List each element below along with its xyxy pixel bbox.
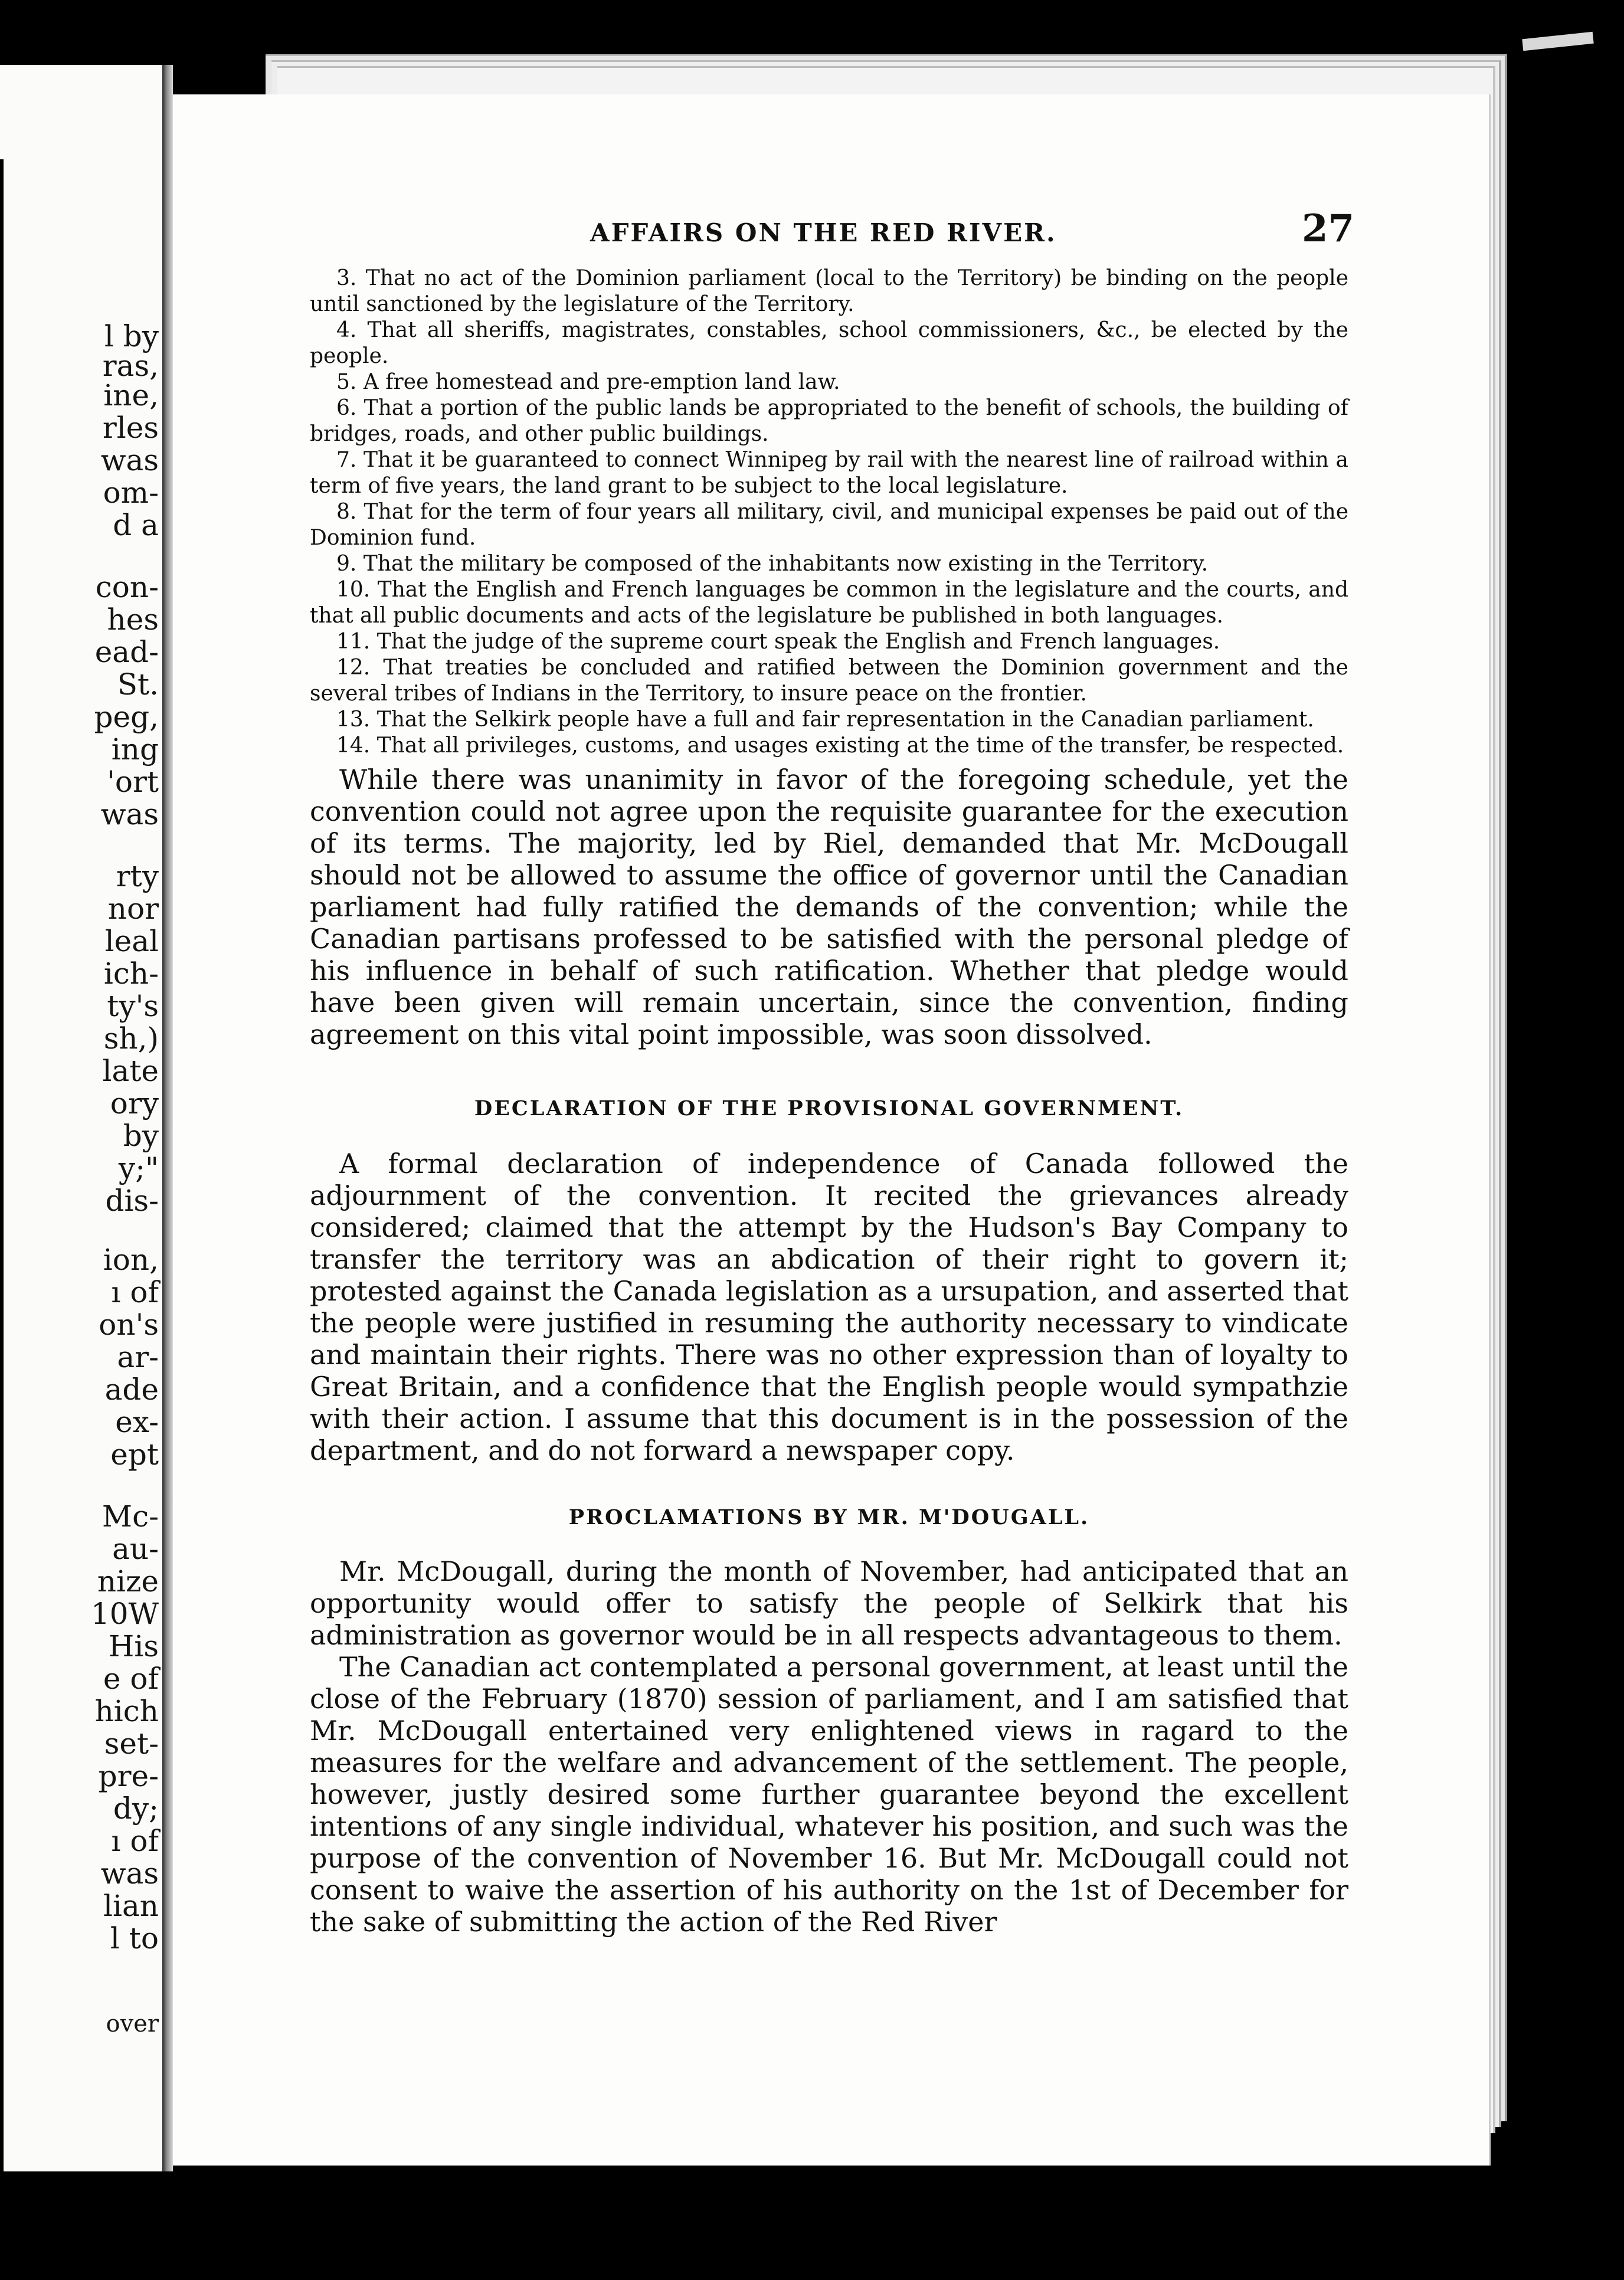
left-fragment: by [123,1119,159,1153]
left-fragment: ead- [94,635,159,669]
page-number: 27 [1301,207,1354,251]
left-fragment: nor [107,892,159,926]
left-fragment: l to [110,1921,159,1955]
list-item: 3. That no act of the Dominion parliament (local to the Territory) be binding on the people until sanctioned by the legislature of the Territory. [310,266,1348,316]
left-fragment: ı of [111,1275,159,1309]
torn-corner [1522,32,1593,51]
left-fragment: peg, [94,700,159,734]
left-fragment: rles [102,411,159,445]
left-fragment: ar- [117,1340,159,1374]
left-fragment: ory [110,1086,159,1121]
list-item: 14. That all privileges, customs, and usages existing at the time of the transfer, be respected. [336,733,1344,758]
left-fragment: on's [99,1308,159,1342]
left-fragment: St. [117,667,159,702]
left-fragment: con- [95,570,159,604]
left-fragment: leal [104,924,159,958]
left-fragment: dy; [113,1791,159,1826]
list-item: 11. That the judge of the supreme court speak the English and French languages. [336,630,1220,654]
left-fragment: was [100,797,159,831]
left-fragment: late [102,1054,159,1088]
left-fragment: set- [104,1727,159,1761]
book-gutter [162,65,173,2171]
left-fragment: y;" [118,1151,159,1185]
left-fragment: ex- [115,1405,159,1439]
main-page [173,94,1489,2166]
list-item: 4. That all sheriffs, magistrates, constables, school commissioners, &c., be elected by the people. [310,318,1348,368]
left-fragment: ept [110,1437,159,1472]
left-fragment: lian [103,1889,159,1923]
left-fragment: d a [113,508,159,542]
left-fragment: over [106,2010,159,2037]
left-fragment: was [100,1856,159,1891]
left-fragment: om- [103,476,159,510]
left-fragment: hes [107,602,159,637]
running-title: AFFAIRS ON THE RED RIVER. [590,218,1057,247]
left-fragment: 10W [90,1597,159,1631]
list-item: 13. That the Selkirk people have a full and fair representation in the Canadian parliament. [336,707,1314,732]
section-heading: PROCLAMATIONS BY MR. M'DOUGALL. [568,1505,1090,1529]
left-fragment: l by [104,319,159,353]
left-fragment: dis- [105,1184,159,1218]
left-fragment: Mc- [102,1499,159,1534]
left-fragment: ing [111,732,159,766]
left-fragment: nize [97,1564,159,1598]
left-fragment: 'ort [107,765,159,799]
left-page-edge [0,159,4,2171]
section-heading: DECLARATION OF THE PROVISIONAL GOVERNMENT. [474,1096,1184,1121]
page-content [310,207,1354,1938]
left-fragment: sh,) [103,1021,159,1056]
left-fragment: ine, [103,378,159,412]
left-fragment: pre- [98,1759,159,1793]
body-paragraph: The Canadian act contemplated a personal government, at least until the close of the February (1870) session of parliament, and I am satisfied that Mr. McDougall entertained very enlightened views in ragard to the measures for the welfare and advancement of the settlement. The people, however, justly desired some further guarantee beyond the excellent intentions of any single individual, whatever his position, and such was the purpose of the convention of November 16. But Mr. McDougall could not consent to waive the assertion of his authority on the 1st of December for the sake of submitting the action of the Red River [310,1651,1348,1938]
body-paragraph: Mr. McDougall, during the month of November, had anticipated that an opportunity would offer to satisfy the people of Selkirk that his administration as governor would be in all respects advantageous to them. [310,1555,1348,1651]
left-fragment: rty [116,859,159,893]
left-fragment: was [100,443,159,477]
list-item: 7. That it be guaranteed to connect Winnipeg by rail with the nearest line of railroad within a term of five years, the land grant to be subject to the local legislature. [310,448,1348,498]
left-fragment: au- [112,1532,159,1566]
running-head [310,207,1354,260]
left-fragment: e of [103,1662,159,1696]
left-fragment: ras, [102,349,159,383]
list-item: 6. That a portion of the public lands be appropriated to the benefit of schools, the building of bridges, roads, and other public buildings. [310,396,1348,446]
demands-list [310,266,1348,759]
left-fragment: ich- [103,956,159,991]
left-fragment: ade [104,1372,159,1407]
body-paragraph: A formal declaration of independence of Canada followed the adjournment of the convention. It recited the grievances already considered; claimed that the attempt by the Hudson's Bay Company to transfer the territory was an abdication of their right to govern it; protested against the Canada legislation as a ursupation, and asserted that the people were justified in resuming the authority necessary to vindicate and maintain their rights. There was no other expression than of loyalty to Great Britain, and a confidence that the English people would sympathzie with their action. I assume that this document is in the possession of the department, and do not forward a newspaper copy. [310,1148,1348,1466]
left-fragment: ty's [107,989,159,1023]
left-fragment: hich [94,1694,159,1728]
list-item: 8. That for the term of four years all military, civil, and municipal expenses be paid out of the Dominion fund. [310,500,1348,550]
list-item: 12. That treaties be concluded and ratified between the Dominion government and the several tribes of Indians in the Territory, to insure peace on the frontier. [310,656,1348,706]
left-fragment: ı of [111,1824,159,1858]
left-page [0,65,162,2171]
body-paragraph: While there was unanimity in favor of the foregoing schedule, yet the convention could not agree upon the requisite guarantee for the execution of its terms. The majority, led by Riel, demanded that Mr. McDougall should not be allowed to assume the office of governor until the Canadian parliament had fully ratified the demands of the convention; while the Canadian partisans professed to be satisfied with the personal pledge of his influence in behalf of such ratification. Whether that pledge would have been given will remain uncertain, since the convention, finding agreement on this vital point impossible, was soon dissolved. [310,764,1348,1050]
list-item: 9. That the military be composed of the inhabitants now existing in the Territory. [336,552,1209,576]
left-fragment: ion, [103,1243,159,1277]
list-item: 5. A free homestead and pre-emption land law. [336,370,840,394]
list-item: 10. That the English and French languages be common in the legislature and the courts, and that all public documents and acts of the legislature be published in both languages. [310,578,1348,628]
left-fragment: His [108,1629,159,1663]
